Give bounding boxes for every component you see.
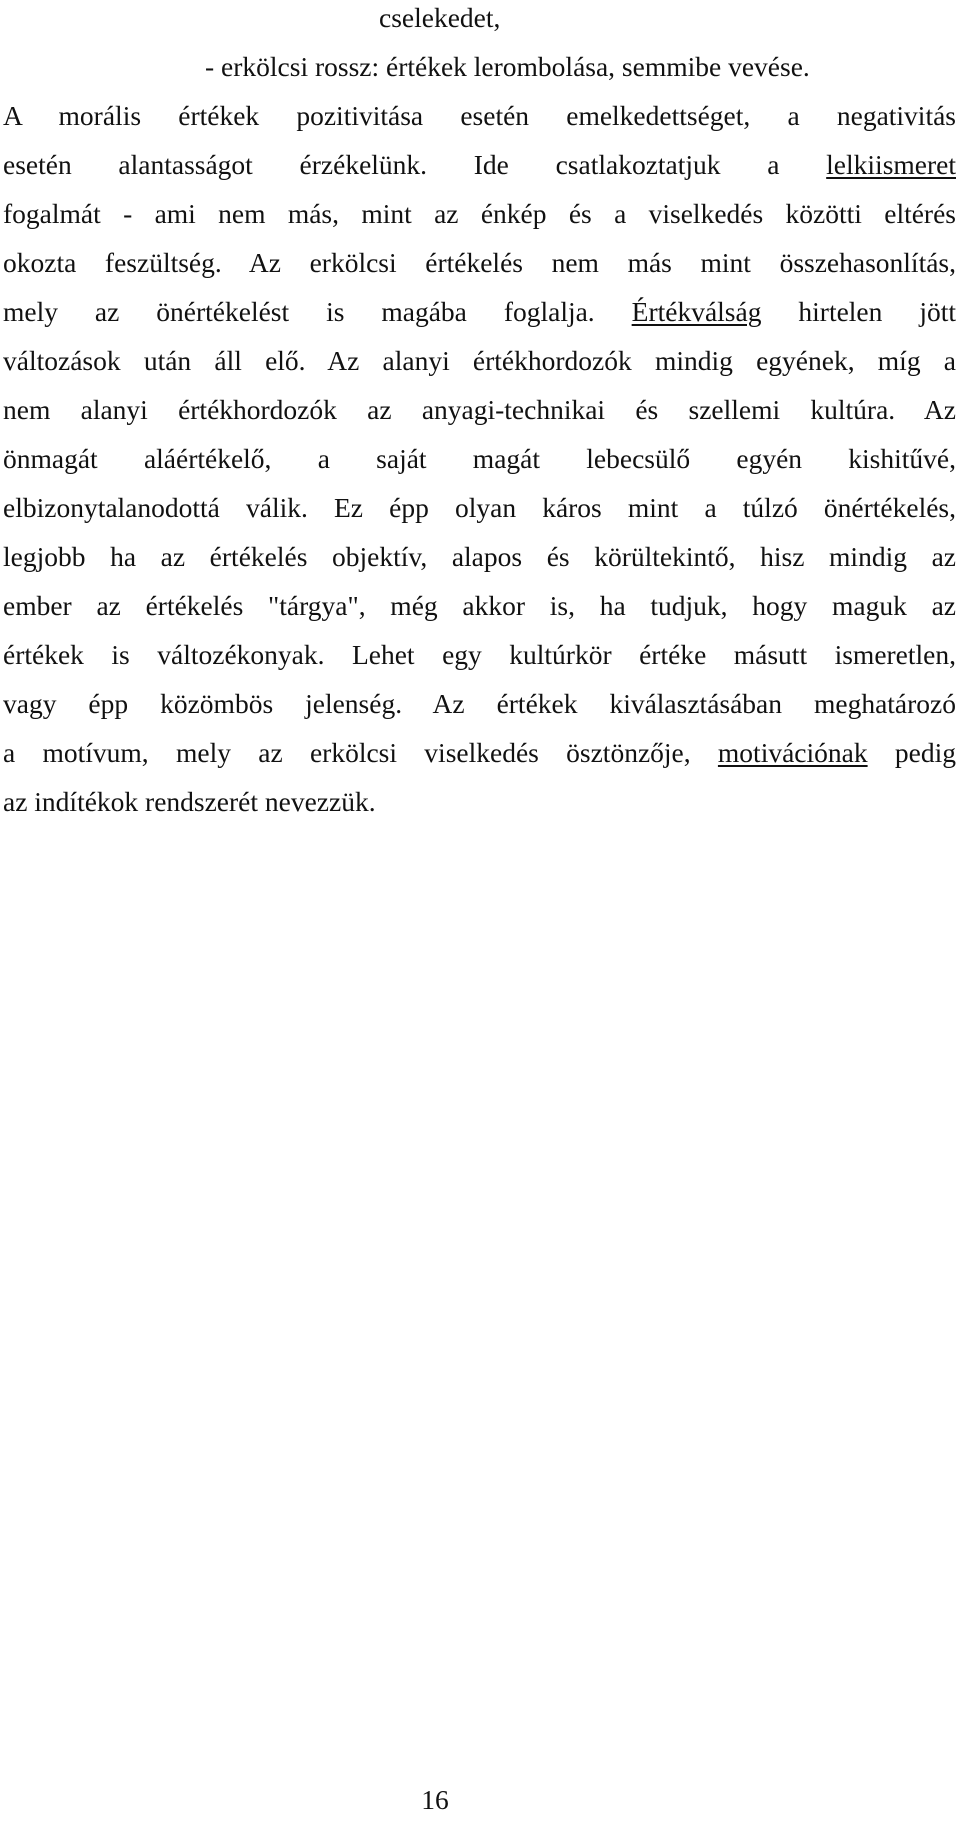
- text-line: [3, 98, 956, 134]
- text-line: [3, 147, 956, 183]
- text-segment: A morális értékek pozitivitása esetén emelkedettséget, a negativitás: [3, 100, 956, 131]
- text-line: [3, 588, 956, 624]
- text-segment: önmagát aláértékelő, a saját magát lebecsülő egyén kishitűvé,: [3, 443, 956, 474]
- underlined-term: Értékválság: [631, 296, 762, 327]
- text-line: [3, 735, 956, 771]
- text-line: [3, 245, 956, 281]
- page-number: 16: [421, 1784, 449, 1815]
- text-segment: nem alanyi értékhordozók az anyagi-technikai és szellemi kultúra. Az: [3, 394, 956, 425]
- text-segment: mely az önértékelést is magába foglalja.: [3, 296, 632, 327]
- text-segment: a motívum, mely az erkölcsi viselkedés ösztönzője,: [3, 737, 718, 768]
- text-line: [3, 294, 956, 330]
- text-segment: vagy épp közömbös jelenség. Az értékek kiválasztásában meghatározó: [3, 688, 956, 719]
- text-segment: az indítékok rendszerét nevezzük.: [3, 786, 376, 817]
- text-segment: fogalmát - ami nem más, mint az énkép és a viselkedés közötti eltérés: [3, 198, 956, 229]
- text-segment: hirtelen jött: [761, 296, 957, 327]
- text-line: [3, 539, 956, 575]
- text-segment: cselekedet,: [379, 2, 501, 33]
- text-line: [379, 0, 779, 36]
- underlined-term: motivációnak: [717, 737, 868, 768]
- text-segment: elbizonytalanodottá válik. Ez épp olyan káros mint a túlzó önértékelés,: [3, 492, 956, 523]
- text-segment: változások után áll elő. Az alanyi értékhordozók mindig egyének, míg a: [3, 345, 956, 376]
- text-segment: ember az értékelés "tárgya", még akkor is, ha tudjuk, hogy maguk az: [3, 590, 956, 621]
- text-line: [3, 343, 956, 379]
- text-line: [3, 784, 956, 820]
- text-line: [3, 196, 956, 232]
- text-segment: okozta feszültség. Az erkölcsi értékelés nem más mint összehasonlítás,: [3, 247, 956, 278]
- text-line: [205, 49, 956, 85]
- text-line: [3, 441, 956, 477]
- text-segment: pedig: [867, 737, 956, 768]
- text-line: [3, 637, 956, 673]
- underlined-term: lelkiismeret: [826, 149, 956, 180]
- text-line: [3, 686, 956, 722]
- text-segment: - erkölcsi rossz: értékek lerombolása, semmibe vevése.: [205, 51, 810, 82]
- text-segment: értékek is változékonyak. Lehet egy kultúrkör értéke másutt ismeretlen,: [3, 639, 956, 670]
- text-segment: esetén alantasságot érzékelünk. Ide csatlakoztatjuk a: [3, 149, 827, 180]
- text-line: [3, 392, 956, 428]
- text-segment: legjobb ha az értékelés objektív, alapos és körültekintő, hisz mindig az: [3, 541, 956, 572]
- text-line: [3, 490, 956, 526]
